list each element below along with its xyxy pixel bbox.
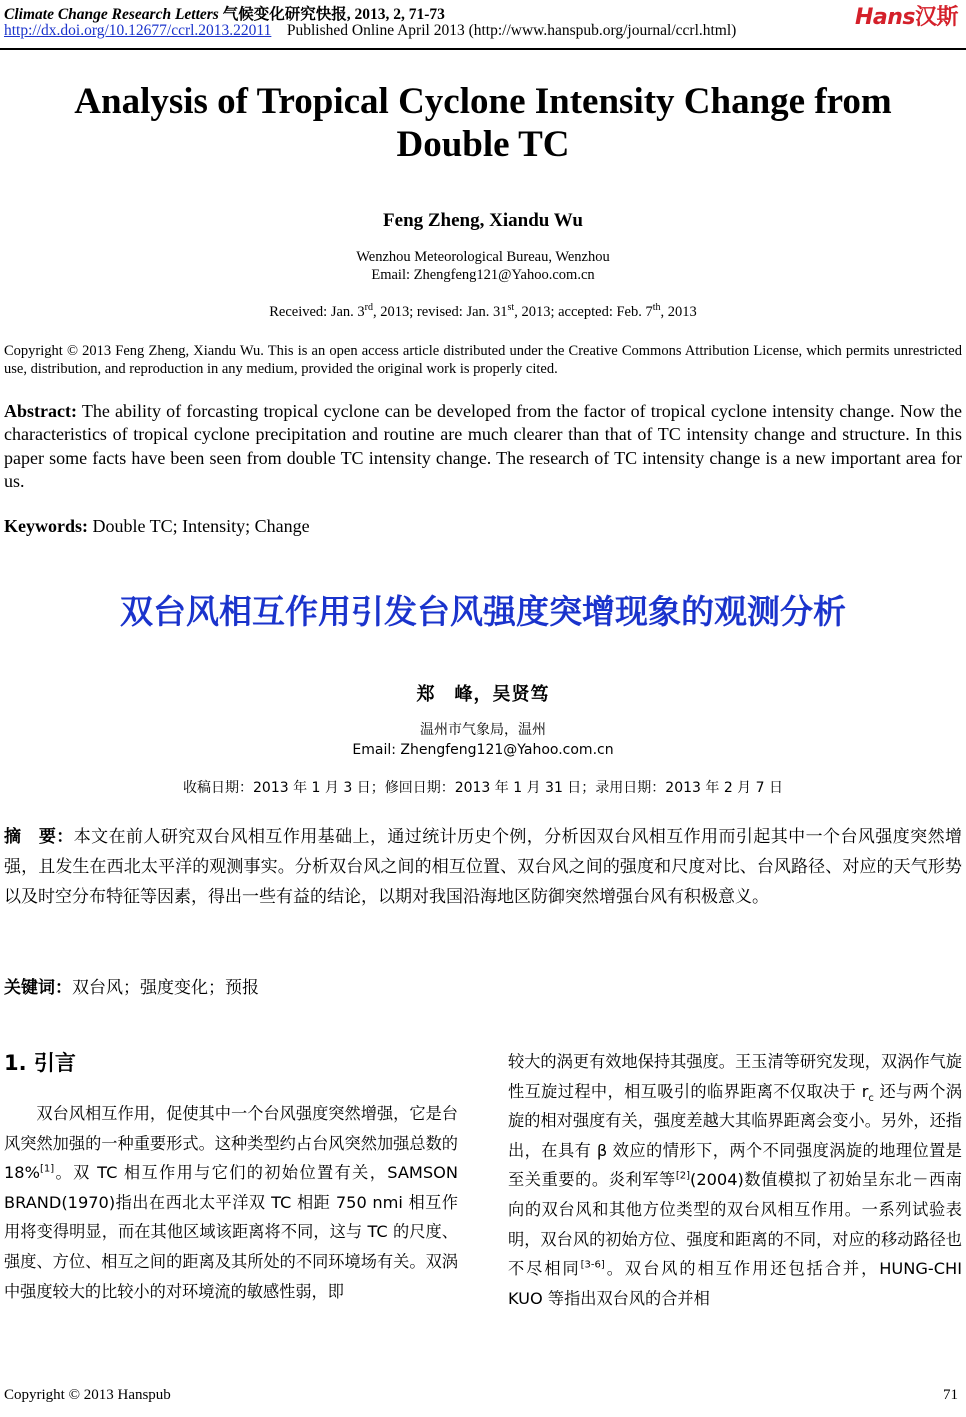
page-number: 71 bbox=[943, 1387, 958, 1403]
journal-name-zh: 气候变化研究快报 bbox=[222, 6, 347, 23]
keywords-zh-text: 双台风；强度变化；预报 bbox=[72, 978, 259, 998]
published-online: Published Online April 2013 (http://www.hanspub.org/journal/ccrl.html) bbox=[286, 22, 737, 39]
title-line-1: Analysis of Tropical Cyclone Intensity Change from bbox=[74, 81, 892, 122]
received-dates-zh: 收稿日期：2013 年 1 月 3 日；修回日期：2013 年 1 月 31 日；录用日期：2013 年 2 月 7 日 bbox=[183, 780, 783, 796]
authors-zh: 郑 峰，吴贤笃 bbox=[416, 684, 550, 705]
section-heading-intro: 1. 引言 bbox=[4, 1051, 76, 1075]
affiliation-zh-text: 温州市气象局，温州 bbox=[420, 722, 546, 738]
affiliation-en bbox=[0, 248, 966, 284]
doi-line bbox=[4, 22, 736, 40]
year-text: , 2013 bbox=[660, 304, 697, 320]
email-en: Email: Zhengfeng121@Yahoo.com.cn bbox=[371, 267, 595, 283]
keywords-label: Keywords: bbox=[4, 516, 88, 536]
citation-ref[interactable]: [1] bbox=[39, 1163, 55, 1175]
keywords-text: Double TC; Intensity; Change bbox=[92, 516, 310, 536]
email-zh: Email: Zhengfeng121@Yahoo.com.cn bbox=[352, 742, 614, 758]
citation-ref[interactable]: [3-6] bbox=[580, 1259, 605, 1271]
keywords-zh bbox=[4, 973, 259, 998]
journal-header bbox=[4, 2, 445, 24]
body-text: 较大的涡更有效地保持其强度。王玉清等研究发现，双涡作气旋性互旋过程中，相互吸引的临界距离不仅取决于 r bbox=[508, 1052, 962, 1101]
ordinal-sup: rd bbox=[364, 302, 374, 314]
keywords-en bbox=[4, 516, 310, 537]
abstract-zh-text: 本文在前人研究双台风相互作用基础上，通过统计历史个例，分析因双台风相互作用而引起其中一个台风强度突然增强，且发生在西北太平洋的观测事实。分析双台风之间的相互位置、双台风之间的强度和尺度对比、台风路径、对应的天气形势以及时空分布特征等因素，得出一些有益的结论，以期对我国沿海地区防御突然增强台风有积极意义。 bbox=[4, 827, 963, 907]
paper-title-zh: 双台风相互作用引发台风强度突增现象的观测分析 bbox=[120, 592, 846, 631]
ordinal-sup: st bbox=[507, 302, 515, 314]
journal-name-en: Climate Change Research Letters bbox=[4, 6, 219, 23]
header-divider bbox=[0, 48, 966, 50]
abstract-text: The ability of forcasting tropical cyclone can be developed from the factor of tropical cyclone intensity change. Now the characteristics of tropical cyclone precipitation and routine are much clearer than that of TC intensity change and structure. In this paper some facts have been seen from double TC intensity change. The research of TC intensity change is a new important area for us. bbox=[4, 401, 962, 491]
title-line-2: Double TC bbox=[396, 124, 570, 165]
body-column-right bbox=[508, 1047, 962, 1313]
abstract-zh-label: 摘 要： bbox=[4, 827, 74, 847]
accepted-text: , 2013; accepted: Feb. 7 bbox=[514, 304, 653, 320]
body-text: 还与两个涡旋的相对强度有关，强度差越大其临界距离会变小。另外，还指出，在具有 β 效应的情形下，两个不同强度涡旋的地理位置是至关重要的。炎利军等 bbox=[508, 1081, 962, 1190]
keywords-zh-label: 关键词： bbox=[4, 978, 72, 998]
received-dates-en bbox=[0, 304, 966, 321]
logo-latin: Hans bbox=[854, 5, 915, 30]
body-text: 双台风相互作用，促使其中一个台风强度突然增强，它是台风突然加强的一种重要形式。这种类型约占台风突然加强总数的 18% bbox=[4, 1104, 458, 1183]
ordinal-sup: th bbox=[652, 302, 661, 314]
received-text: Received: Jan. 3 bbox=[269, 304, 365, 320]
abstract-label: Abstract: bbox=[4, 401, 77, 421]
subscript: c bbox=[868, 1092, 874, 1104]
journal-citation: , 2013, 2, 71-73 bbox=[346, 6, 445, 23]
body-text: 。双台风的相互作用还包括合并，HUNG-CHI KUO 等指出双台风的合并相 bbox=[508, 1259, 962, 1308]
citation-ref[interactable]: [2] bbox=[675, 1170, 690, 1182]
revised-text: , 2013; revised: Jan. 31 bbox=[373, 304, 508, 320]
footer-copyright: Copyright © 2013 Hanspub bbox=[4, 1387, 171, 1403]
affiliation-text: Wenzhou Meteorological Bureau, Wenzhou bbox=[356, 249, 610, 265]
hans-logo bbox=[855, 0, 958, 31]
affiliation-zh bbox=[0, 720, 966, 760]
body-column-left bbox=[4, 1099, 458, 1306]
doi-link[interactable]: http://dx.doi.org/10.12677/ccrl.2013.22011 bbox=[4, 22, 272, 39]
authors-en: Feng Zheng, Xiandu Wu bbox=[383, 210, 583, 231]
body-text: (2004)数值模拟了初始呈东北－西南向的双台风和其他方位类型的双台风相互作用。一系列试验表明，双台风的初始方位、强度和距离的不同，对应的移动路径也不尽相同 bbox=[508, 1170, 962, 1279]
copyright-notice: Copyright © 2013 Feng Zheng, Xiandu Wu. This is an open access article distributed under the Creative Commons Attribution License, which permits unrestricted use, distribution, and reproduction in any medium, provided the original work is properly cited. bbox=[4, 343, 962, 377]
paper-title-en bbox=[0, 80, 966, 166]
logo-zh: 汉斯 bbox=[914, 5, 958, 30]
body-text: 。双 TC 相互作用与它们的初始位置有关，SAMSON BRAND(1970)指出在西北太平洋双 TC 相距 750 nmi 相互作用将变得明显，而在其他区域该距离将不同，这与 TC 的尺度、强度、方位、相互之间的距离及其所处的不同环境场有关。双涡中强度较大的比较小的对环境流的敏感性弱，即 bbox=[4, 1163, 458, 1301]
abstract-zh bbox=[4, 822, 962, 912]
abstract-en bbox=[4, 400, 962, 493]
